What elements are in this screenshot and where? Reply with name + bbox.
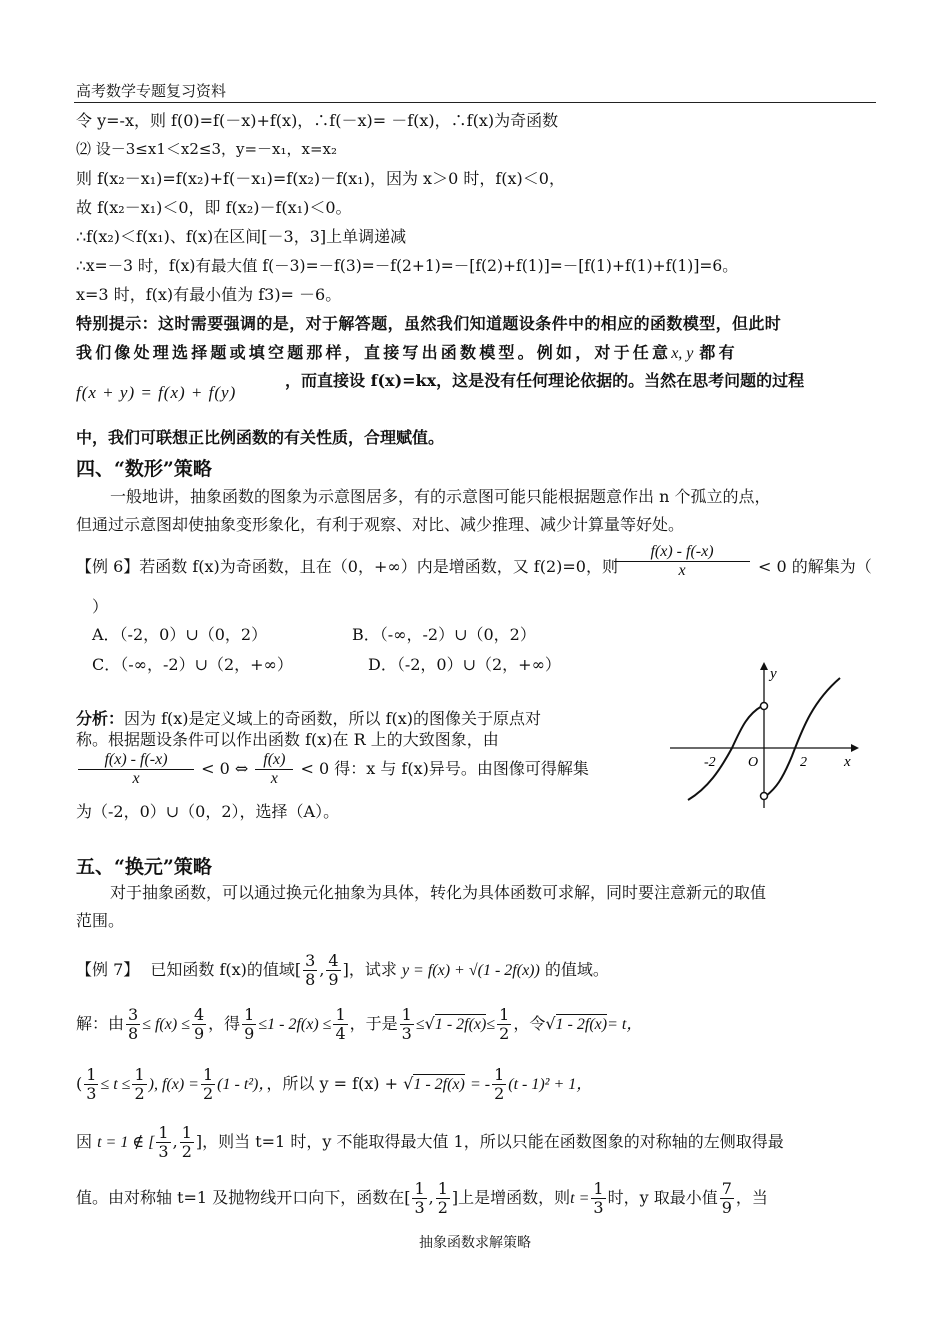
frac-den: 3 xyxy=(593,1198,604,1217)
frac-den: 2 xyxy=(181,1142,192,1161)
page-footer: 抽象函数求解策略 xyxy=(419,1235,531,1251)
proof-line-3: 则 f(x₂－x₁)=f(x₂)+f(－x₁)=f(x₂)－f(x₁)，因为 x＞0 时，f(x)＜0， xyxy=(76,169,565,188)
proof-line-1: 令 y=-x，则 f(0)=f(－x)+f(x)，∴f(－x)= －f(x)，∴f(x)为奇函数 xyxy=(76,111,559,130)
frac-num: 3 xyxy=(128,1005,139,1024)
frac-den: 2 xyxy=(437,1198,448,1217)
frac-num: 1 xyxy=(181,1123,192,1142)
origin-label: O xyxy=(748,755,759,770)
s1-mid4: ≤ xyxy=(486,1016,496,1033)
frac-den: 2 xyxy=(494,1084,505,1103)
right-branch-curve xyxy=(766,678,840,796)
s2-a: ( xyxy=(76,1074,83,1093)
option-b: B．（-∞，-2）∪（0，2） xyxy=(352,625,536,644)
tip-line-2-end: 都有 xyxy=(699,343,738,362)
an-equiv: < 0 ⇔ xyxy=(201,759,249,778)
section-5-para-1: 对于抽象函数，可以通过换元化抽象为具体，转化为具体函数可求解，同时要注意新元的取值 xyxy=(110,883,767,902)
frac-num: 4 xyxy=(193,1005,205,1024)
frac-num: 1 xyxy=(134,1065,145,1084)
ex7-frac-4-9 xyxy=(326,952,340,989)
an-frac-2-den: x xyxy=(270,770,278,787)
frac-num: 1 xyxy=(86,1065,97,1084)
frac-den: 2 xyxy=(499,1024,510,1043)
frac-num: 1 xyxy=(499,1005,510,1024)
frac-num: 1 xyxy=(202,1065,214,1084)
option-d: D．（-2，0）∪（2，+∞） xyxy=(368,655,561,674)
section-5-para-2: 范围。 xyxy=(76,911,125,930)
frac-4-9 xyxy=(192,1006,206,1043)
frac-7-9 xyxy=(720,1180,734,1217)
ex7-stem-2: ]，试求 xyxy=(342,960,397,979)
proof-line-5: ∴f(x₂)＜f(x₁)、f(x)在区间[－3，3]上单调递减 xyxy=(76,227,407,246)
section-5-title: 五、“换元”策略 xyxy=(76,856,212,878)
s1-c: ，于是 xyxy=(349,1014,398,1033)
frac-1-2 xyxy=(180,1124,194,1161)
section-4-para-1: 一般地讲，抽象函数的图象为示意图居多，有的示意图可能只能根据题意作出 n 个孤立的点， xyxy=(110,487,771,506)
frac-1-3 xyxy=(400,1006,414,1043)
s4-b: ]上是增函数，则 xyxy=(451,1188,571,1207)
s1-a: 解：由 xyxy=(76,1014,125,1033)
open-point-bottom xyxy=(761,793,768,800)
x-axis-arrow xyxy=(851,744,859,752)
tick-label-minus-2: -2 xyxy=(704,755,716,770)
an-frac-1-num: f(x) - f(-x) xyxy=(78,751,194,770)
solution-line-1: 解：由 $\frac{3}{8}$ ≤ f(x) ≤ $\frac{4}{9}$ ，得 $\frac{1}{9}$ ≤1 - 2f(x) ≤ $\frac{1}{4}$ ，于是 $\frac{1}{3}$ ≤√1 - 2f(x)≤ $\frac{1}{2}$ ，令√1 - 2f(x)= t， xyxy=(76,1005,643,1043)
frac-num: 1 xyxy=(335,1005,346,1024)
s1-b: ，得 xyxy=(208,1014,241,1033)
frac-1-3 xyxy=(412,1180,426,1217)
frac-1-9 xyxy=(242,1006,256,1043)
an-frac-2 xyxy=(255,751,293,788)
section-4-para-2: 但通过示意图却使抽象变形象化，有利于观察、对比、减少推理、减少计算量等好处。 xyxy=(76,515,685,534)
analysis-line-1 xyxy=(76,708,541,730)
frac-num: 4 xyxy=(328,951,339,970)
frac-1-3b xyxy=(591,1180,605,1217)
frac-3-8 xyxy=(126,1006,140,1043)
frac-num: 1 xyxy=(401,1005,412,1024)
analysis-line-2: 称。根据题设条件可以作出函数 f(x)在 R 上的大致图象，由 xyxy=(76,730,499,749)
frac-num: 1 xyxy=(593,1179,604,1198)
s3-c: ]，则当 t=1 时，y 不能取得最大值 1，所以只能在函数图象的对称轴的左侧取得最 xyxy=(195,1132,784,1151)
s4-e: ，当 xyxy=(735,1188,768,1207)
example-6-paren: ） xyxy=(92,597,109,616)
frac-1-2 xyxy=(436,1180,450,1217)
s2-d: ，所以 y = f(x) + xyxy=(266,1074,399,1093)
frac-den: 8 xyxy=(128,1024,139,1043)
ex7-expression: y = f(x) + √(1 - 2f(x)) xyxy=(401,962,540,979)
s2-c: (1 - t²)， xyxy=(217,1076,267,1093)
frac-den: 3 xyxy=(401,1024,412,1043)
example-7-stem: 【例 7】 已知函数 f(x)的值域[ $\frac{3}{8}$ , $\frac{4}{9}$ ]，试求 y = f(x) + √(1 - 2f(x)) 的值域。 xyxy=(76,951,609,989)
frac-num: 1 xyxy=(158,1123,169,1142)
option-c: C．（-∞，-2）∪（2，+∞） xyxy=(92,655,293,674)
example-6-stem-text: 【例 6】若函数 f(x)为奇函数，且在（0，+∞）内是增函数，又 f(2)=0，则 xyxy=(76,557,618,576)
analysis-line-3 xyxy=(76,751,589,788)
s4-a: 值。由对称轴 t=1 及抛物线开口向下，函数在[ xyxy=(76,1188,411,1207)
an-end: < 0 得：x 与 f(x)异号。由图像可得解集 xyxy=(300,759,589,778)
open-point-top xyxy=(761,703,768,710)
proof-line-7: x=3 时，f(x)有最小值为 f3)= －6。 xyxy=(76,285,342,304)
tip-formula xyxy=(76,382,236,404)
s1-mid2: ≤1 - 2f(x) ≤ xyxy=(258,1016,332,1033)
an-frac-2-num: f(x) xyxy=(255,751,293,770)
y-axis-arrow xyxy=(760,662,768,670)
example-6-stem-end: < 0 的解集为（ xyxy=(758,557,872,576)
proof-line-4: 故 f(x₂－x₁)＜0，即 f(x₂)－f(x₁)＜0。 xyxy=(76,198,352,217)
ex6-frac xyxy=(614,543,750,580)
solution-line-4: 值。由对称轴 t=1 及抛物线开口向下，函数在[ $\frac{1}{3}$ , $\frac{1}{2}$ ]上是增函数，则t = $\frac{1}{3}$ 时，y 取最小值 $\frac{7}{9}$ ，当 xyxy=(76,1179,768,1217)
an-frac-1 xyxy=(78,751,194,788)
frac-den: 2 xyxy=(134,1084,145,1103)
frac-den: 3 xyxy=(86,1084,97,1103)
tip-line-3: ，而直接设 f(x)=kx，这是没有任何理论依据的。当然在思考问题的过程 xyxy=(285,371,805,390)
s1-mid1: ≤ f(x) ≤ xyxy=(142,1016,190,1033)
s2-e: = - xyxy=(469,1076,491,1093)
frac-num: 1 xyxy=(244,1005,255,1024)
frac-den: 4 xyxy=(335,1024,346,1043)
analysis-text-1: 因为 f(x)是定义域上的奇函数，所以 f(x)的图像关于原点对 xyxy=(124,709,542,728)
frac-1-2c xyxy=(492,1066,506,1103)
left-branch-curve xyxy=(688,706,762,800)
ex6-frac-numerator: f(x) - f(-x) xyxy=(614,543,750,562)
solution-line-2: ( $\frac{1}{3}$ ≤ t ≤ $\frac{1}{2}$ ), f(x) = $\frac{1}{2}$ (1 - t²)，，所以 y = f(x) + √1 - 2f(x) = - $\frac{1}{2}$ (t - 1)² + 1， xyxy=(76,1065,593,1103)
frac-1-4 xyxy=(333,1006,347,1043)
tick-label-2: 2 xyxy=(800,755,807,770)
s2-mid1: ≤ t ≤ xyxy=(100,1076,131,1093)
frac-den: 8 xyxy=(305,970,316,989)
ex7-frac-3-8 xyxy=(303,952,317,989)
s3-b: t = 1 ∉ [ xyxy=(97,1134,155,1151)
frac-den: 9 xyxy=(244,1024,255,1043)
odd-function-graph xyxy=(664,660,860,810)
tip-vars: x, y xyxy=(671,345,694,362)
s2-f: (t - 1)² + 1， xyxy=(508,1076,593,1093)
s3-a: 因 xyxy=(76,1132,93,1151)
analysis-line-4: 为（-2，0）∪（0，2），选择（A）。 xyxy=(76,802,340,821)
s1-sqrt-2: 1 - 2f(x) xyxy=(555,1016,608,1033)
example-6-stem xyxy=(76,556,618,578)
frac-num: 3 xyxy=(305,951,316,970)
tip-line-2 xyxy=(76,342,738,365)
frac-1-3 xyxy=(156,1124,170,1161)
s1-d: ，令 xyxy=(513,1014,546,1033)
frac-num: 1 xyxy=(414,1179,425,1198)
s1-mid3: ≤ xyxy=(415,1016,425,1033)
frac-1-2 xyxy=(132,1066,146,1103)
frac-num: 1 xyxy=(437,1179,448,1198)
frac-den: 9 xyxy=(721,1198,732,1217)
section-4-title: 四、“数形”策略 xyxy=(76,458,212,480)
frac-den: 3 xyxy=(158,1142,169,1161)
ex6-frac-denominator: x xyxy=(678,562,686,579)
proof-line-2: ⑵ 设－3≤x1＜x2≤3，y=－x₁，x=x₂ xyxy=(76,140,338,158)
s2-sqrt: 1 - 2f(x) xyxy=(413,1076,465,1093)
frac-num: 1 xyxy=(494,1065,505,1084)
option-a: A．（-2，0）∪（0，2） xyxy=(92,625,268,644)
frac-1-2b xyxy=(201,1066,215,1103)
s1-sqrt: 1 - 2f(x) xyxy=(434,1016,487,1033)
an-frac-1-den: x xyxy=(132,770,140,787)
frac-num: 7 xyxy=(721,1179,732,1198)
tip-line-4: 中，我们可联想正比例函数的有关性质，合理赋值。 xyxy=(76,428,445,447)
s1-e: = t， xyxy=(607,1016,643,1033)
frac-1-2 xyxy=(497,1006,511,1043)
ex7-stem-1: 已知函数 f(x)的值域[ xyxy=(150,960,302,979)
solution-line-3: 因 t = 1 ∉ [ $\frac{1}{3}$ , $\frac{1}{2}$ ]，则当 t=1 时，y 不能取得最大值 1，所以只能在函数图象的对称轴的左侧取得最 xyxy=(76,1123,784,1161)
s4-d: 时，y 取最小值 xyxy=(607,1188,718,1207)
tip-formula-text: f(x + y) = f(x) + f(y) xyxy=(76,383,237,402)
frac-den: 9 xyxy=(328,970,339,989)
frac-den: 2 xyxy=(202,1084,214,1103)
tip-line-1: 特别提示：这时需要强调的是，对于解答题，虽然我们知道题设条件中的相应的函数模型，但此时 xyxy=(76,314,782,333)
proof-line-6: ∴x=－3 时，f(x)有最大值 f(－3)=－f(3)=－f(2+1)=－[f(2)+f(1)]=－[f(1)+f(1)+f(1)]=6。 xyxy=(76,257,738,275)
header-rule xyxy=(74,102,876,103)
ex7-stem-3: 的值域。 xyxy=(544,960,609,979)
x-label: x xyxy=(844,754,851,770)
tip-line-2-text: 我们像处理选择题或填空题那样，直接写出函数模型。例如，对于任意 xyxy=(76,343,672,362)
y-label: y xyxy=(770,666,777,682)
s2-b: ), f(x) = xyxy=(148,1076,199,1093)
analysis-label: 分析： xyxy=(76,709,125,728)
frac-1-3 xyxy=(84,1066,98,1103)
example-7-label: 【例 7】 xyxy=(76,960,140,979)
frac-den: 3 xyxy=(414,1198,425,1217)
page-header: 高考数学专题复习资料 xyxy=(76,82,227,100)
example-6-fraction xyxy=(612,543,752,580)
frac-den: 9 xyxy=(193,1024,205,1043)
s4-c: t = xyxy=(570,1190,590,1207)
